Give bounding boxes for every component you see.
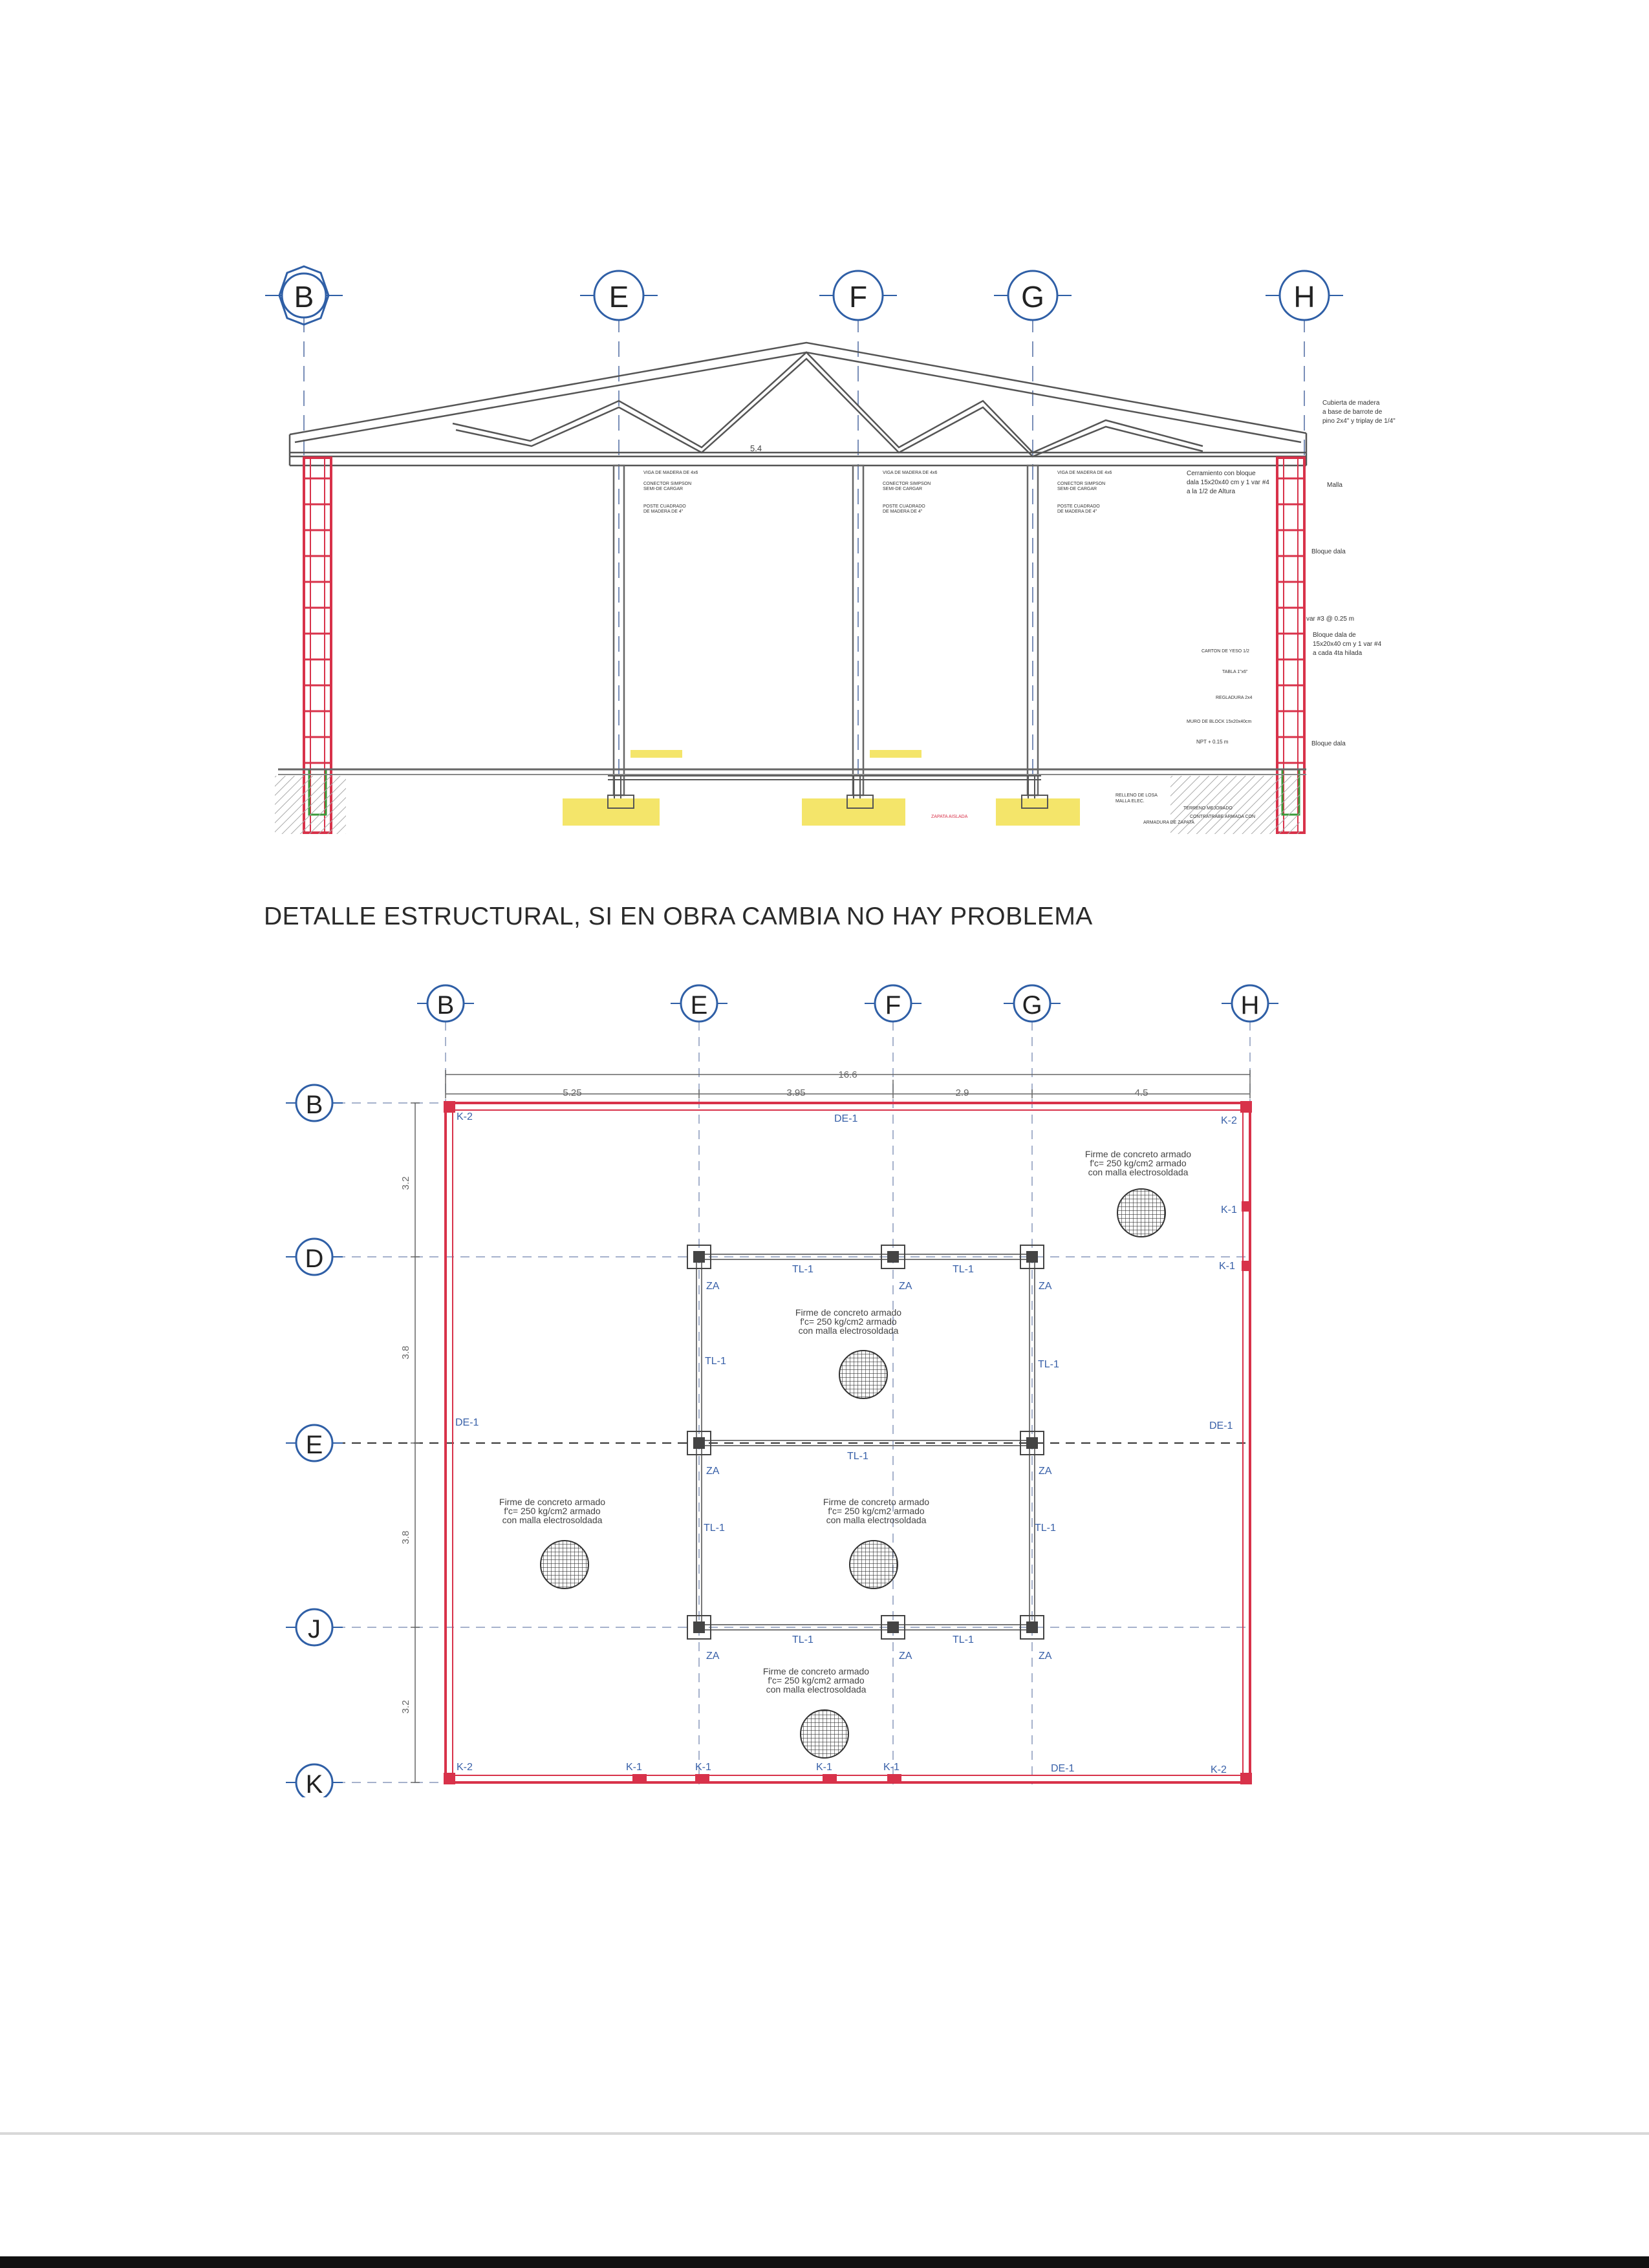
svg-text:ZA: ZA xyxy=(1039,1651,1052,1662)
roof-truss xyxy=(290,343,1306,465)
page-heading: DETALLE ESTRUCTURAL, SI EN OBRA CAMBIA NO HAY PROBLEMA xyxy=(264,903,1093,930)
roof-note-3: pino 2x4" y triplay de 1/4" xyxy=(1322,418,1396,425)
svg-text:G: G xyxy=(1022,991,1042,1020)
svg-text:TABLA 1"x6": TABLA 1"x6" xyxy=(1222,670,1248,674)
svg-text:RELLENO DE LOSA: RELLENO DE LOSA xyxy=(1116,793,1158,798)
svg-text:TL-1: TL-1 xyxy=(704,1523,725,1534)
svg-text:DE-1: DE-1 xyxy=(1209,1420,1233,1431)
svg-text:DE MADERA DE 4": DE MADERA DE 4" xyxy=(1057,509,1097,514)
building-section xyxy=(0,0,1649,866)
footings xyxy=(563,750,1080,826)
plan-axis-col-g xyxy=(1004,985,1061,1022)
svg-text:con malla electrosoldada: con malla electrosoldada xyxy=(766,1684,867,1695)
svg-text:CARTON DE YESO 1/2: CARTON DE YESO 1/2 xyxy=(1202,649,1249,654)
svg-text:dala 15x20x40 cm y 1 var #4: dala 15x20x40 cm y 1 var #4 xyxy=(1187,479,1269,486)
svg-text:K: K xyxy=(305,1770,323,1797)
svg-text:DE MADERA DE 4": DE MADERA DE 4" xyxy=(643,509,684,514)
svg-text:K-1: K-1 xyxy=(883,1762,900,1773)
svg-text:K-1: K-1 xyxy=(626,1762,642,1773)
svg-text:K-1: K-1 xyxy=(816,1762,832,1773)
truss-span-label: 5.4 xyxy=(750,444,762,453)
plan-axis-row-b xyxy=(286,1085,343,1121)
section-axis-b-label: B xyxy=(294,280,314,314)
svg-text:DE-1: DE-1 xyxy=(834,1113,858,1124)
svg-text:4.5: 4.5 xyxy=(1134,1087,1148,1098)
footing-note-red: ZAPATA AISLADA xyxy=(931,815,968,819)
svg-text:SEMI-DE CARGAR: SEMI-DE CARGAR xyxy=(643,487,684,491)
foundation-plan xyxy=(0,957,1649,1797)
svg-text:Firme de concreto armado: Firme de concreto armado xyxy=(762,1666,870,1676)
svg-text:MALLA ELEC.: MALLA ELEC. xyxy=(1116,799,1145,804)
plan-axis-col-h xyxy=(1222,985,1278,1022)
malla-note: Malla xyxy=(1327,482,1342,489)
svg-text:TL-1: TL-1 xyxy=(792,1264,814,1275)
svg-text:a la 1/2 de Altura: a la 1/2 de Altura xyxy=(1187,488,1236,495)
svg-text:MURO DE BLOCK 15x20x40cm: MURO DE BLOCK 15x20x40cm xyxy=(1187,720,1252,724)
svg-text:TL-1: TL-1 xyxy=(792,1634,814,1645)
svg-text:Bloque dala de: Bloque dala de xyxy=(1313,632,1356,639)
svg-text:J: J xyxy=(308,1615,321,1643)
svg-text:CONECTOR SIMPSON: CONECTOR SIMPSON xyxy=(883,482,931,486)
svg-text:3.8: 3.8 xyxy=(400,1530,411,1545)
section-axis-e xyxy=(580,271,658,782)
svg-text:DE-1: DE-1 xyxy=(1051,1763,1075,1774)
svg-text:K-2: K-2 xyxy=(1211,1764,1227,1775)
svg-text:ZA: ZA xyxy=(706,1466,720,1477)
svg-text:POSTE CUADRADO: POSTE CUADRADO xyxy=(1057,504,1100,509)
svg-text:SEMI-DE CARGAR: SEMI-DE CARGAR xyxy=(1057,487,1097,491)
svg-text:POSTE CUADRADO: POSTE CUADRADO xyxy=(643,504,686,509)
svg-text:VIGA DE MADERA DE 4x6: VIGA DE MADERA DE 4x6 xyxy=(1057,471,1112,475)
plan-axis-col-f xyxy=(865,985,921,1022)
svg-text:TL-1: TL-1 xyxy=(847,1451,868,1462)
post-notes xyxy=(643,471,1112,514)
svg-text:ZA: ZA xyxy=(706,1281,720,1292)
plan-dimension-labels xyxy=(400,1069,1148,1713)
svg-text:E: E xyxy=(690,991,708,1020)
svg-text:Cerramiento con bloque: Cerramiento con bloque xyxy=(1187,470,1256,477)
svg-text:POSTE CUADRADO: POSTE CUADRADO xyxy=(883,504,925,509)
section-axis-e-label: E xyxy=(609,280,629,314)
svg-text:E: E xyxy=(305,1431,323,1459)
svg-text:con malla electrosoldada: con malla electrosoldada xyxy=(798,1325,899,1336)
svg-text:DE-1: DE-1 xyxy=(455,1417,479,1428)
svg-text:TL-1: TL-1 xyxy=(1038,1359,1059,1370)
svg-text:VIGA DE MADERA DE 4x6: VIGA DE MADERA DE 4x6 xyxy=(883,471,938,475)
svg-text:Bloque dala: Bloque dala xyxy=(1311,548,1346,555)
svg-text:K-1: K-1 xyxy=(1219,1261,1235,1272)
svg-text:REGLADURA 2x4: REGLADURA 2x4 xyxy=(1216,696,1253,700)
svg-text:TERRENO MEJORADO: TERRENO MEJORADO xyxy=(1183,806,1233,811)
svg-text:15x20x40 cm y 1 var #4: 15x20x40 cm y 1 var #4 xyxy=(1313,641,1382,648)
svg-text:3.2: 3.2 xyxy=(400,1700,411,1714)
svg-text:con malla electrosoldada: con malla electrosoldada xyxy=(826,1515,927,1525)
svg-text:5.25: 5.25 xyxy=(563,1087,582,1098)
roof-note-2: a base de barrote de xyxy=(1322,409,1383,416)
ground-right xyxy=(1170,776,1300,834)
svg-text:B: B xyxy=(305,1091,323,1119)
svg-text:ZA: ZA xyxy=(899,1651,912,1662)
svg-text:B: B xyxy=(436,991,455,1020)
svg-text:Firme de concreto armado: Firme de concreto armado xyxy=(823,1497,930,1507)
svg-text:16.6: 16.6 xyxy=(838,1069,857,1080)
scan-bottom-border xyxy=(0,2256,1649,2268)
svg-text:CONTRATRABE ARMADA CON: CONTRATRABE ARMADA CON xyxy=(1190,815,1255,819)
svg-text:NPT + 0.15 m: NPT + 0.15 m xyxy=(1196,739,1229,745)
svg-text:ZA: ZA xyxy=(1039,1281,1052,1292)
section-axis-g xyxy=(994,271,1072,782)
svg-text:TL-1: TL-1 xyxy=(953,1264,974,1275)
svg-text:K-2: K-2 xyxy=(457,1762,473,1773)
svg-text:ZA: ZA xyxy=(706,1651,720,1662)
svg-text:3.95: 3.95 xyxy=(786,1087,806,1098)
svg-text:SEMI-DE CARGAR: SEMI-DE CARGAR xyxy=(883,487,923,491)
interior-posts xyxy=(614,465,1038,795)
svg-text:Firme de concreto armado: Firme de concreto armado xyxy=(1084,1149,1192,1159)
svg-text:2.9: 2.9 xyxy=(955,1087,969,1098)
svg-text:a cada 4ta hilada: a cada 4ta hilada xyxy=(1313,650,1363,657)
plan-axis-row-e xyxy=(286,1425,343,1461)
svg-text:CONECTOR SIMPSON: CONECTOR SIMPSON xyxy=(1057,482,1106,486)
plan-axis-row-d xyxy=(286,1239,343,1275)
svg-text:3.8: 3.8 xyxy=(400,1345,411,1360)
svg-text:K-1: K-1 xyxy=(1221,1204,1237,1215)
svg-text:var #3 @ 0.25 m: var #3 @ 0.25 m xyxy=(1306,615,1355,623)
svg-text:D: D xyxy=(305,1245,324,1273)
plan-axis-row-k xyxy=(286,1764,343,1797)
svg-text:TL-1: TL-1 xyxy=(953,1634,974,1645)
svg-text:K-1: K-1 xyxy=(695,1762,711,1773)
svg-text:con malla electrosoldada: con malla electrosoldada xyxy=(1088,1167,1189,1177)
svg-text:TL-1: TL-1 xyxy=(1035,1523,1056,1534)
svg-text:K-2: K-2 xyxy=(1221,1115,1237,1126)
footing-labels xyxy=(706,1281,1052,1662)
svg-text:H: H xyxy=(1240,991,1260,1020)
ground-left xyxy=(275,776,346,834)
svg-text:f'c= 250 kg/cm2 armado: f'c= 250 kg/cm2 armado xyxy=(1090,1158,1187,1168)
scan-edge-line xyxy=(0,2132,1649,2135)
svg-text:F: F xyxy=(885,991,901,1020)
plan-axis-col-e xyxy=(671,985,727,1022)
svg-text:DE MADERA DE 4": DE MADERA DE 4" xyxy=(883,509,923,514)
svg-text:3.2: 3.2 xyxy=(400,1176,411,1190)
slab-notes xyxy=(499,1149,1191,1695)
plan-axis-row-j xyxy=(286,1609,343,1645)
plan-axis-col-b xyxy=(417,985,474,1022)
svg-text:ARMADURA DE ZAPATA: ARMADURA DE ZAPATA xyxy=(1143,820,1194,825)
svg-text:ZA: ZA xyxy=(1039,1466,1052,1477)
svg-text:TL-1: TL-1 xyxy=(705,1356,726,1367)
svg-text:CONECTOR SIMPSON: CONECTOR SIMPSON xyxy=(643,482,692,486)
svg-text:Firme de concreto armado: Firme de concreto armado xyxy=(499,1497,606,1507)
section-axis-g-label: G xyxy=(1021,280,1044,314)
svg-text:f'c= 250 kg/cm2 armado: f'c= 250 kg/cm2 armado xyxy=(504,1506,601,1516)
svg-text:Firme de concreto armado: Firme de concreto armado xyxy=(795,1307,902,1318)
roof-note-1: Cubierta de madera xyxy=(1322,400,1380,407)
svg-text:K-2: K-2 xyxy=(457,1111,473,1122)
svg-text:Bloque dala: Bloque dala xyxy=(1311,740,1346,747)
section-axis-h-label: H xyxy=(1293,280,1315,314)
svg-text:VIGA DE MADERA DE 4x6: VIGA DE MADERA DE 4x6 xyxy=(643,471,698,475)
section-axis-f-label: F xyxy=(848,280,868,314)
svg-text:ZA: ZA xyxy=(899,1281,912,1292)
svg-text:f'c= 250 kg/cm2 armado: f'c= 250 kg/cm2 armado xyxy=(800,1316,897,1327)
svg-text:f'c= 250 kg/cm2 armado: f'c= 250 kg/cm2 armado xyxy=(768,1675,865,1685)
svg-text:con malla electrosoldada: con malla electrosoldada xyxy=(502,1515,603,1525)
svg-text:f'c= 250 kg/cm2 armado: f'c= 250 kg/cm2 armado xyxy=(828,1506,925,1516)
